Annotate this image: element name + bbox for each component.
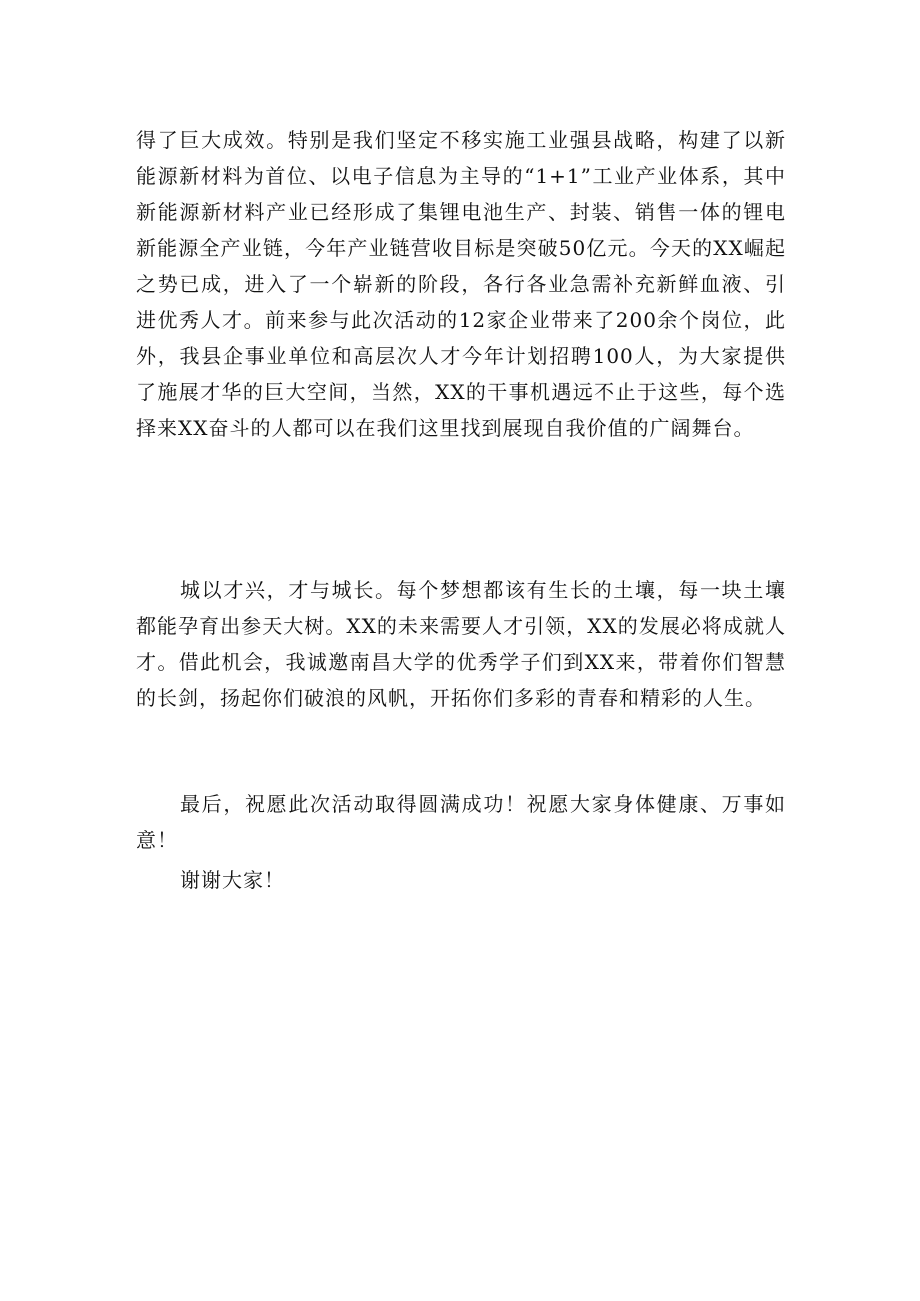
paragraph-thanks: 谢谢大家！ <box>180 868 285 892</box>
paragraph-city-and-talent: 城以才兴，才与城长。每个梦想都该有生长的土壤，每一块土壤都能孕育出参天大树。XX的未来需要人才引领，XX的发展必将成就人才。借此机会，我诚邀南昌大学的优秀学子们到XX来，带着你们智慧的长剑，扬起你们破浪的风帆，开拓你们多彩的青春和精彩的人生。 <box>136 578 786 710</box>
paragraph-closing-wishes: 最后，祝愿此次活动取得圆满成功！祝愿大家身体健康、万事如意！ <box>136 792 786 852</box>
paragraph-talent-industry: 得了巨大成效。特别是我们坚定不移实施工业强县战略，构建了以新能源新材料为首位、以电子信息为主导的“1+1”工业产业体系，其中新能源新材料产业已经形成了集锂电池生产、封装、销售一体的锂电新能源全产业链，今年产业链营收目标是突破50亿元。今天的XX崛起之势已成，进入了一个崭新的阶段，各行各业急需补充新鲜血液、引进优秀人才。前来参与此次活动的12家企业带来了200余个岗位，此外，我县企事业单位和高层次人才今年计划招聘100人，为大家提供了施展才华的巨大空间，当然，XX的干事机遇远不止于这些，每个选择来XX奋斗的人都可以在我们这里找到展现自我价值的广阔舞台。 <box>136 128 786 440</box>
